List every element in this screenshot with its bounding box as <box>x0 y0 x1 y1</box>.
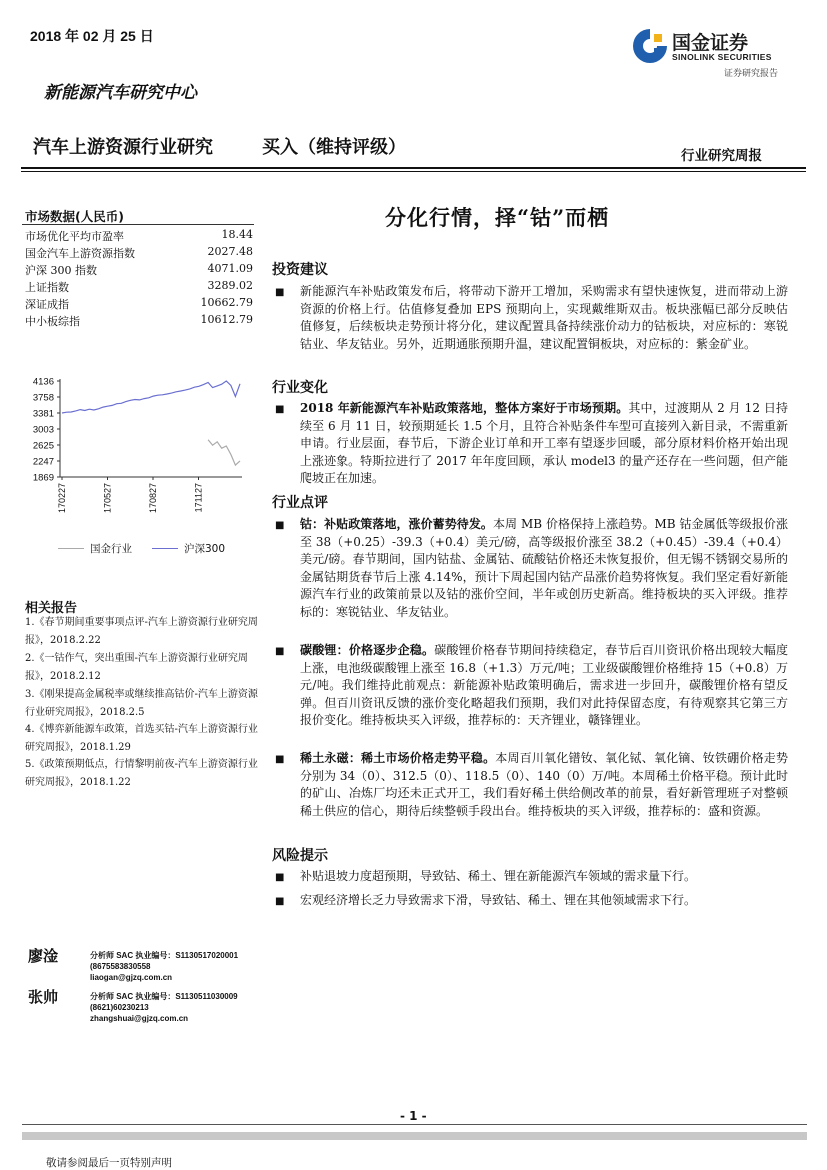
y-tick-label: 2247 <box>32 456 54 468</box>
series-line-hs300 <box>62 381 240 413</box>
legend-label-industry: 国金行业 <box>90 543 132 555</box>
invest-text: 新能源汽车补贴政策发布后，将带动下游开工增加，采购需求有望快速恢复，进而带动上游资源的价格上行。估值修复叠加 EPS 预期向上，实现戴维斯双击。板块涨幅已部分反映估值修复，后续板块走势预计将分化，建议配置具备持续涨价动力的钴板块，对应标的：寒锐钴业、华友钴业。另外，近期通胀预期升温，建议配置铜板块，对应标的：紫金矿业。 <box>300 284 788 351</box>
header-rule-thin <box>21 171 806 172</box>
analyst-name: 张帅 <box>28 988 59 1006</box>
bullet-icon: ■ <box>275 404 285 415</box>
review-item-lithium: 碳酸锂：价格逐步企稳。碳酸锂价格春节期间持续稳定，春节后百川资讯价格出现较大幅度上涨，电池级碳酸锂上涨至 16.8（+1.3）万元/吨；工业级碳酸锂价格维持 15（+0.8）万元/吨。我们维持此前观点：新能源补贴政策明确后，需求进一步回升，碳酸锂价格有望反弹。但百川资讯反馈的涨价变化略超我们预期，我们对此持保留态度，有待观察其它第三方报价变化。维持板块买入评级，推荐标的：天齐锂业，赣锋锂业。 <box>300 643 788 728</box>
review-item-cobalt: 钴：补贴政策落地，涨价蓄势待发。本周 MB 价格保持上涨趋势。MB 钴金属低等级报价涨至 38（+0.25）-39.3（+0.4）美元/磅，高等级报价涨至 38.2（+0.45）-39.4（+0.4）美元/磅。春节期间，国内钴盐、金属钴、硫酸钴价格还未恢复报价，但无锡不锈钢交易所的金属钴期货春节后上涨 4.14%，预计下周起国内钴产品涨价趋势将恢复。我们坚定看好新能源汽车行业的政策前景以及钴的涨价空间，半年或创历史新高。维持板块的买入评级。推荐标的：寒锐钴业、华友钴业。 <box>300 517 788 619</box>
analyst-info: 分析师 SAC 执业编号：S1130517020001 (8675583830558 liaogan@gjzq.com.cn <box>90 951 239 982</box>
report-title: 汽车上游资源行业研究 <box>33 137 213 158</box>
legend-swatch-industry <box>58 548 84 549</box>
bullet-icon: ■ <box>275 754 285 765</box>
related-report-item[interactable]: 5.《政策预期低点，行情黎明前夜-汽车上游资源行业研究周报》，2018.1.22 <box>25 759 258 788</box>
analyst-name: 廖淦 <box>28 947 59 965</box>
bullet-icon: ■ <box>275 872 285 883</box>
x-tick-label: 171127 <box>193 483 204 513</box>
bullet-icon: ■ <box>275 520 285 531</box>
change-text: 2018 年新能源汽车补贴政策落地，整体方案好于市场预期。其中，过渡期从 2 月 12 日持续至 6 月 11 日，较预期延长 1.5 个月，且符合补贴条件车型可直接列入新目录，不需重新申请。行业层面，春节后，下游企业订单和开工率有望逐步回暖，部分原材料价格开始出现上涨迹象。特斯拉进行了 2017 年年度回顾，承认 model3 的量产还存在一些问题，但产能爬坡正在加速。 <box>300 401 788 486</box>
x-tick-label: 170527 <box>102 483 113 514</box>
market-data-title: 市场数据(人民币) <box>25 209 124 224</box>
research-center: 新能源汽车研究中心 <box>44 83 197 103</box>
logo-name-en: SINOLINK SECURITIES <box>672 52 772 62</box>
market-data-row: 市场优化平均市盈率 18.44 <box>25 228 253 243</box>
y-tick-label: 2625 <box>32 440 54 452</box>
sinolink-logo-icon <box>630 26 670 66</box>
legend-label-hs300: 沪深300 <box>184 543 226 555</box>
related-report-item[interactable]: 1.《春节期间重要事项点评-汽车上游资源行业研究周报》，2018.2.22 <box>25 617 258 646</box>
risk-item: 补贴退坡力度超预期，导致钴、稀土、锂在新能源汽车领域的需求量下行。 <box>300 869 697 883</box>
footer-rule <box>22 1124 807 1125</box>
y-tick-label: 1869 <box>32 472 54 484</box>
related-report-item[interactable]: 4.《博弈新能源车政策，首选买钴-汽车上游资源行业研究周报》，2018.1.29 <box>25 724 258 753</box>
logo-name-cn: 国金证券 <box>672 32 749 54</box>
market-data-row: 沪深 300 指数 4071.09 <box>25 262 253 277</box>
header-rule <box>21 167 806 169</box>
report-type: 行业研究周报 <box>681 148 762 164</box>
market-data-row: 国金汽车上游资源指数 2027.48 <box>25 245 253 260</box>
footer-note: 敬请参阅最后一页特别声明 <box>46 1157 172 1169</box>
review-item-rare-earth: 稀土永磁：稀土市场价格走势平稳。本周百川氧化镨钕、氧化铽、氧化镝、钕铁硼价格走势分别为 34（0）、312.5（0）、118.5（0）、140（0）万/吨。本周稀土价格平稳。预计此时的矿山、冶炼厂均还未正式开工，我们看好稀土供给侧改革的前景，看好新管理班子对整顿稀土供应的信心，期待后续整顿手段出台。维持板块的买入评级，推荐标的：盛和资源。 <box>300 751 788 818</box>
y-tick-label: 3381 <box>32 408 54 420</box>
bullet-icon: ■ <box>275 287 285 298</box>
page-number: - 1 - <box>400 1109 427 1123</box>
bullet-icon: ■ <box>275 646 285 657</box>
main-title: 分化行情，择“钴”而栖 <box>385 205 610 230</box>
related-report-item[interactable]: 2.《一钴作气，突出重围-汽车上游资源行业研究周报》，2018.2.12 <box>25 653 248 682</box>
logo-subtitle: 证券研究报告 <box>724 69 779 79</box>
related-report-item[interactable]: 3.《刚果提高金属税率或继续推高钴价-汽车上游资源行业研究周报》，2018.2.5 <box>25 689 258 718</box>
index-chart <box>20 368 260 538</box>
y-tick-label: 3003 <box>32 424 54 436</box>
report-date: 2018 年 02 月 25 日 <box>30 28 154 44</box>
market-data-row: 中小板综指 10612.79 <box>25 313 253 328</box>
risk-item: 宏观经济增长乏力导致需求下滑，导致钴、稀土、锂在其他领域需求下行。 <box>300 893 697 907</box>
bullet-icon: ■ <box>275 896 285 907</box>
series-line-industry <box>208 440 240 465</box>
section-head-risk: 风险提示 <box>272 848 328 864</box>
market-data-row: 上证指数 3289.02 <box>25 279 253 294</box>
x-tick-label: 170827 <box>148 483 158 514</box>
analyst-info: 分析师 SAC 执业编号：S1130511030009 (8621)60230213 zhangshuai@gjzq.com.cn <box>90 992 238 1023</box>
rating: 买入（维持评级） <box>262 137 406 158</box>
section-head-invest: 投资建议 <box>272 262 328 278</box>
chart-legend <box>58 541 225 556</box>
x-tick-label: 170227 <box>57 483 67 514</box>
footer-bar <box>22 1132 807 1140</box>
related-reports-title: 相关报告 <box>25 601 78 616</box>
y-tick-label: 4136 <box>32 376 54 388</box>
section-head-review: 行业点评 <box>272 495 328 511</box>
section-head-change: 行业变化 <box>272 380 328 396</box>
market-data-row: 深证成指 10662.79 <box>25 296 253 311</box>
legend-swatch-hs300 <box>152 548 178 549</box>
market-data-rule <box>22 224 254 225</box>
y-tick-label: 3758 <box>32 392 54 404</box>
